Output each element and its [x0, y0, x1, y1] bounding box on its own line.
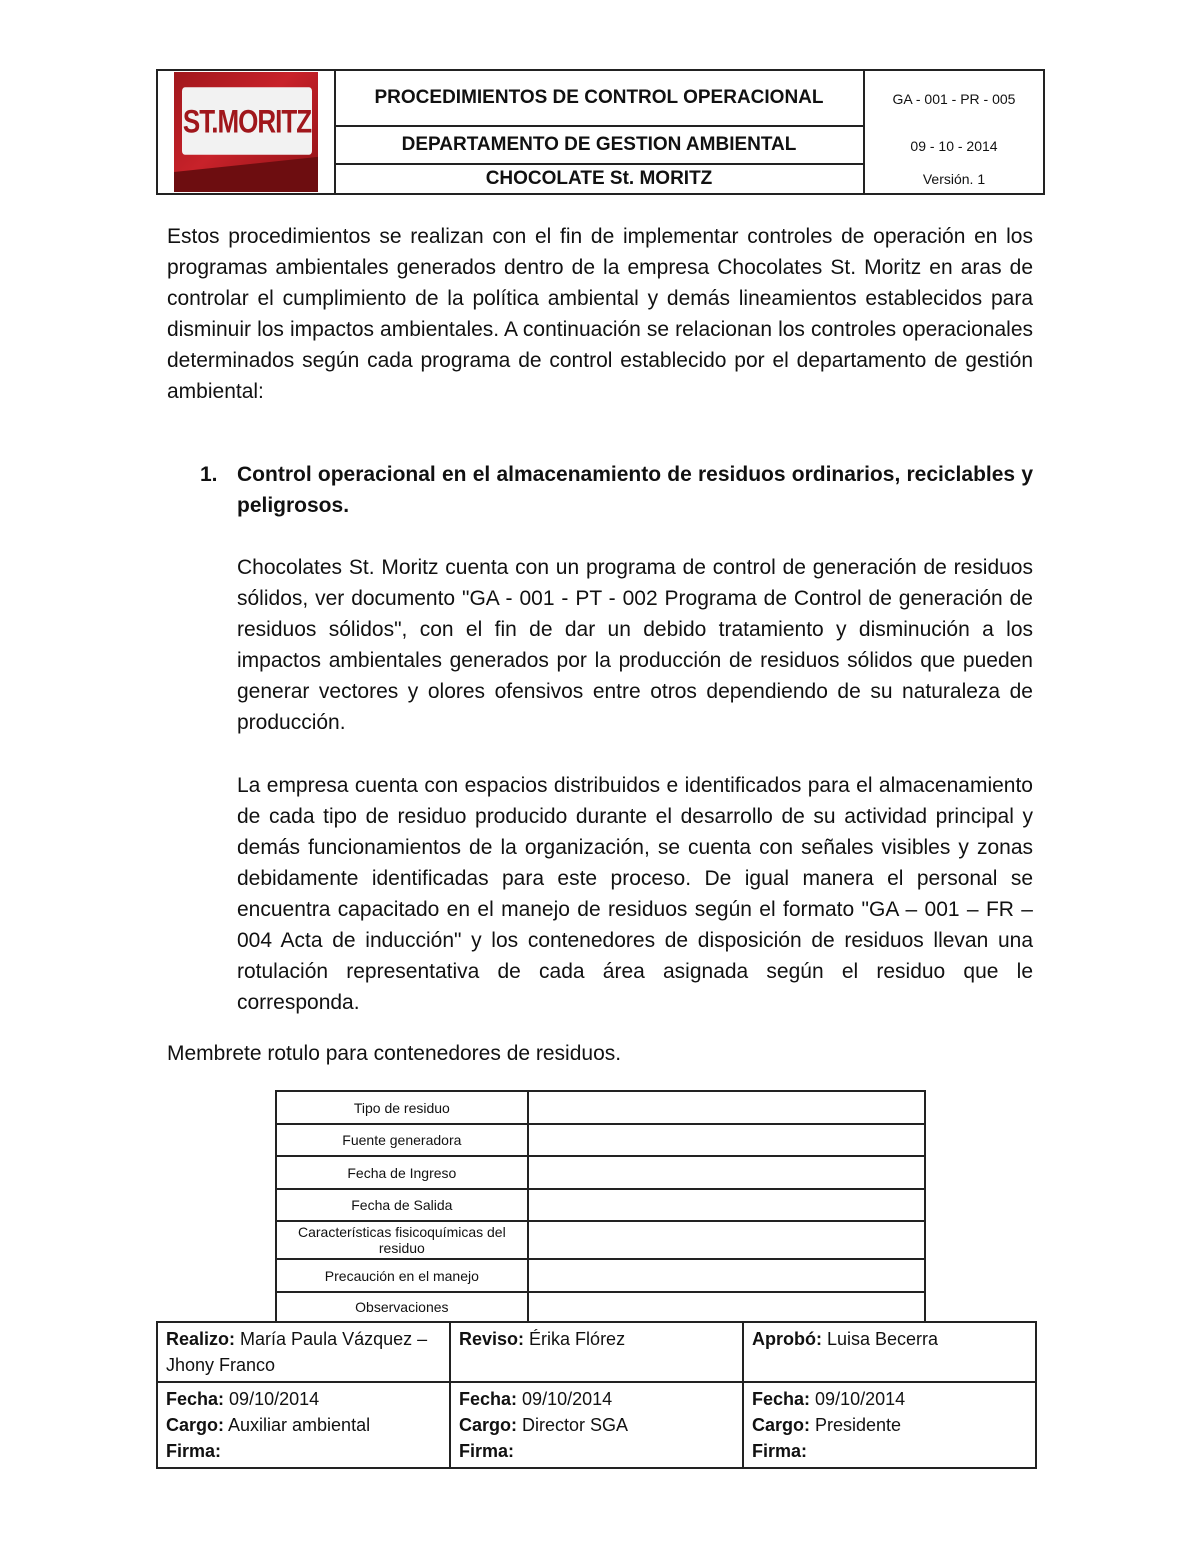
label-value-cell [528, 1091, 925, 1124]
table-row [276, 1292, 925, 1322]
signature-table [156, 1321, 1037, 1469]
realizo-label: Realizo: [166, 1329, 236, 1349]
label-key: Observaciones [276, 1292, 528, 1322]
fecha-value: 09/10/2014 [229, 1389, 320, 1409]
aprobo-cell [743, 1322, 1036, 1382]
signature-block-3 [743, 1382, 1036, 1468]
doc-department: DEPARTAMENTO DE GESTION AMBIENTAL [335, 127, 863, 165]
aprobo-name: Luisa Becerra [827, 1329, 939, 1349]
label-key: Fecha de Ingreso [276, 1156, 528, 1189]
aprobo-label: Aprobó: [752, 1329, 822, 1349]
doc-company: CHOCOLATE St. MORITZ [485, 168, 713, 189]
document-header [156, 69, 1045, 195]
fecha-label: Fecha: [166, 1389, 225, 1409]
doc-version: Versión. 1 [922, 171, 986, 187]
fecha-value: 09/10/2014 [522, 1389, 613, 1409]
doc-title: PROCEDIMIENTOS DE CONTROL OPERACIONAL [335, 71, 863, 127]
cargo-value: Auxiliar ambiental [228, 1415, 371, 1435]
membrete-caption: Membrete rotulo para contenedores de residuos. [167, 1042, 622, 1065]
table-row [276, 1124, 925, 1156]
header-title-block [335, 71, 865, 193]
reviso-cell [450, 1322, 743, 1382]
label-value-cell [528, 1259, 925, 1292]
section-1-paragraph-1: Chocolates St. Moritz cuenta con un programa de control de generación de residuos sólidos, ver documento "GA - 001 - PT - 002 Programa de Control de generación de residuos sólidos", con el fin de dar un debido tratamiento y disminución a los impactos ambientales generados por la producción de residuos sólidos que pueden generar vectores y olores ofensivos entre otros dependiendo de su naturaleza de producción. [237, 556, 1033, 734]
label-key: Fuente generadora [276, 1124, 528, 1156]
table-row [157, 1322, 1036, 1382]
label-key: Características fisicoquímicas del residuo [276, 1221, 528, 1259]
firma-label: Firma: [459, 1441, 515, 1461]
label-value-cell [528, 1189, 925, 1221]
label-key: Fecha de Salida [276, 1189, 528, 1221]
table-row [157, 1382, 1036, 1468]
logo-cell [158, 71, 336, 193]
label-value-cell [528, 1124, 925, 1156]
st-moritz-logo [174, 72, 318, 192]
cargo-label: Cargo: [459, 1415, 517, 1435]
reviso-label: Reviso: [459, 1329, 525, 1349]
section-title: Control operacional en el almacenamiento de residuos ordinarios, reciclables y peligrosos. [237, 463, 1033, 517]
reviso-name: Érika Flórez [529, 1329, 626, 1349]
cargo-label: Cargo: [752, 1415, 810, 1435]
fecha-label: Fecha: [459, 1389, 518, 1409]
cargo-value: Presidente [815, 1415, 902, 1435]
label-key: Precaución en el manejo [276, 1259, 528, 1292]
logo-text: ST.MORITZ [182, 87, 312, 155]
cargo-value: Director SGA [522, 1415, 629, 1435]
signature-block-2 [450, 1382, 743, 1468]
label-value-cell [528, 1156, 925, 1189]
signature-block-1 [157, 1382, 450, 1468]
fecha-value: 09/10/2014 [815, 1389, 906, 1409]
doc-code: GA - 001 - PR - 005 [892, 91, 1016, 107]
label-value-cell [528, 1292, 925, 1322]
table-row [276, 1091, 925, 1124]
doc-date: 09 - 10 - 2014 [910, 138, 998, 154]
header-meta-block [865, 71, 1043, 193]
section-1-paragraph-2: La empresa cuenta con espacios distribuidos e identificados para el almacenamiento de cada tipo de residuo producido durante el desarrollo de su actividad principal y demás funcionamientos de la organización, se cuenta con señales visibles y zonas debidamente identificadas para este proceso. De igual manera el personal se encuentra capacitado en el manejo de residuos según el formato "GA – 001 – FR – 004 Acta de inducción" y los contenedores de disposición de residuos llevan una rotulación representativa de cada área asignada según el residuo que le corresponda. [237, 774, 1033, 1014]
section-number: 1. [200, 463, 218, 486]
waste-label-table [275, 1090, 926, 1323]
realizo-cell [157, 1322, 450, 1382]
label-key: Tipo de residuo [276, 1091, 528, 1124]
intro-paragraph: Estos procedimientos se realizan con el fin de implementar controles de operación en los programas ambientales generados dentro de la empresa Chocolates St. Moritz en aras de controlar el cumplimiento de la política ambiental y demás lineamientos establecidos para disminuir los impactos ambientales. A continuación se relacionan los controles operacionales determinados según cada programa de control establecido por el departamento de gestión ambiental: [167, 225, 1033, 403]
table-row [276, 1189, 925, 1221]
label-value-cell [528, 1221, 925, 1259]
firma-label: Firma: [166, 1441, 222, 1461]
table-row [276, 1259, 925, 1292]
table-row [276, 1221, 925, 1259]
firma-label: Firma: [752, 1441, 808, 1461]
realizo-name: María Paula Vázquez – Jhony Franco [166, 1329, 428, 1375]
table-row [276, 1156, 925, 1189]
cargo-label: Cargo: [166, 1415, 224, 1435]
fecha-label: Fecha: [752, 1389, 811, 1409]
